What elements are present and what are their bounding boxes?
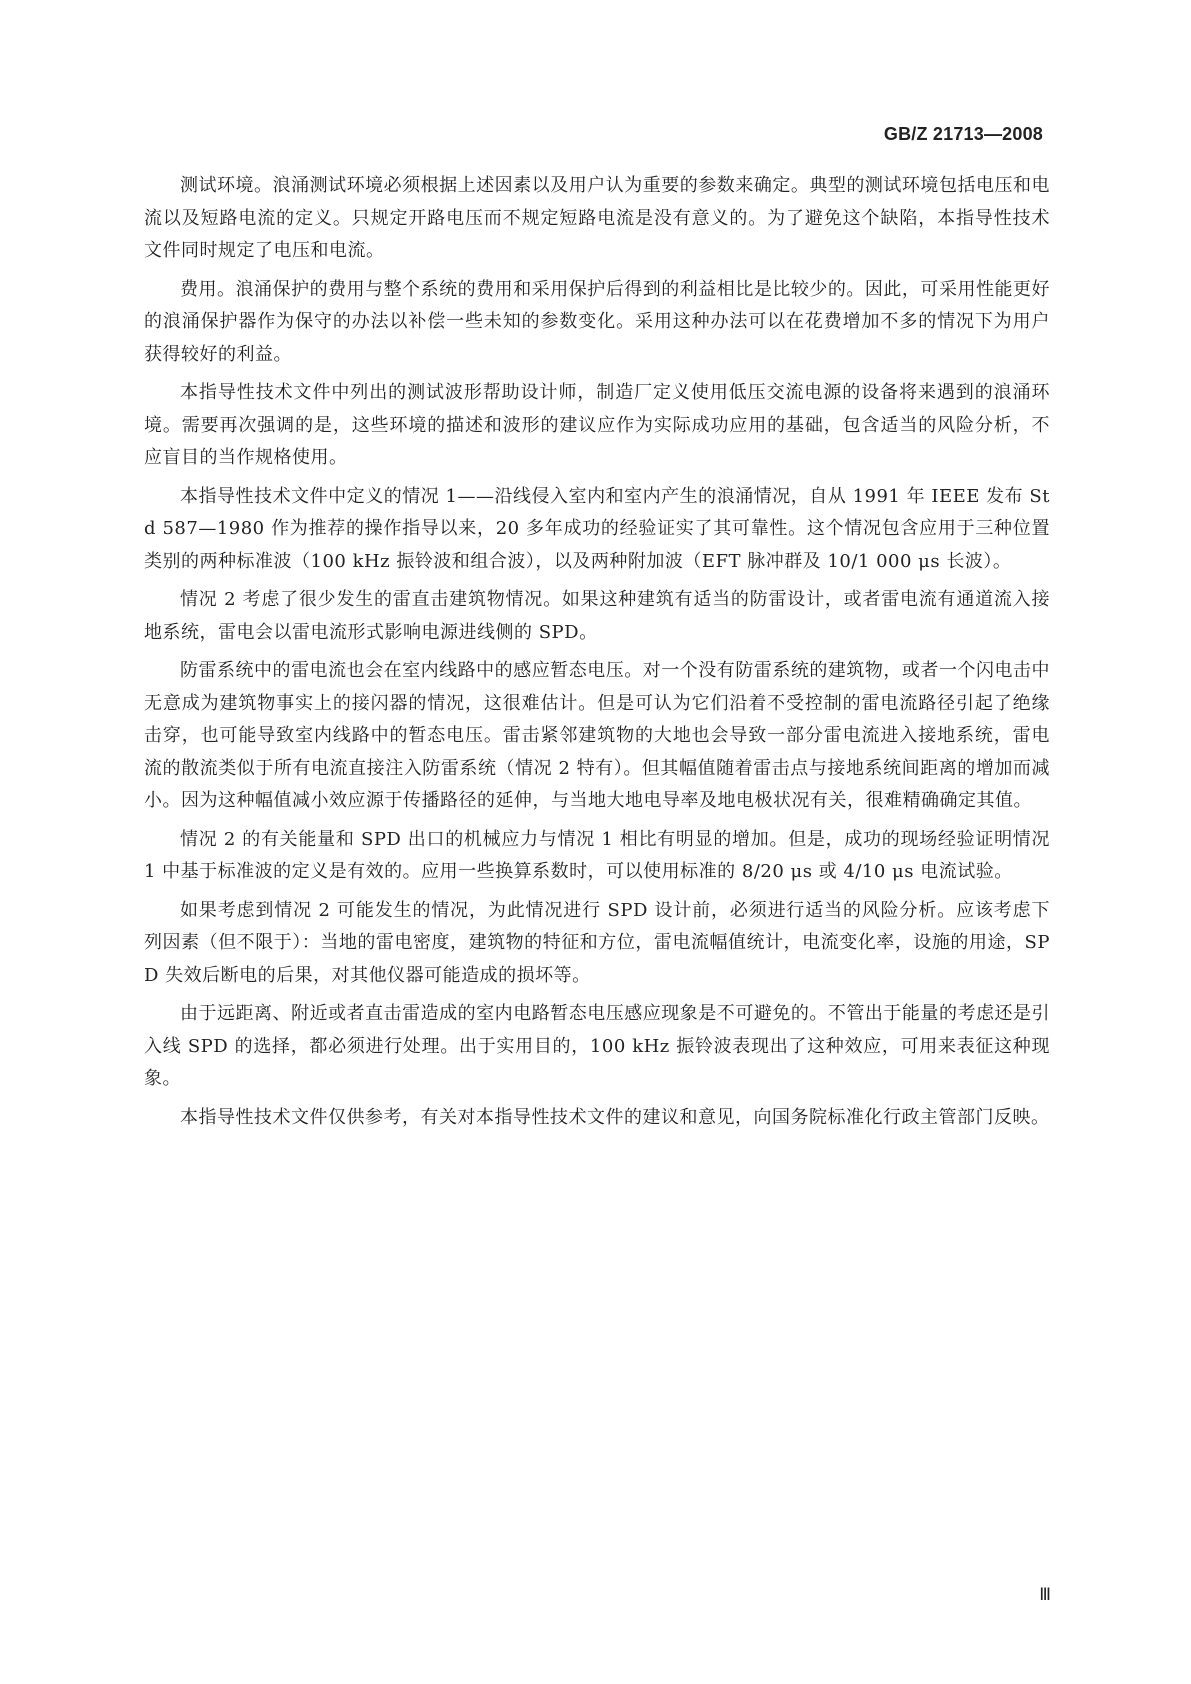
paragraph: 由于远距离、附近或者直击雷造成的室内电路暂态电压感应现象是不可避免的。不管出于能量的考虑还是引入线 SPD 的选择，都必须进行处理。出于实用目的，100 kHz 振铃波表现出了这种效应，可用来表征这种现象。 <box>144 1003 1050 1089</box>
paragraph: 情况 2 考虑了很少发生的雷直击建筑物情况。如果这种建筑有适当的防雷设计，或者雷电流有通道流入接地系统，雷电会以雷电流形式影响电源进线侧的 SPD。 <box>144 589 1050 643</box>
paragraph: 本指导性技术文件中定义的情况 1——沿线侵入室内和室内产生的浪涌情况，自从 1991 年 IEEE 发布 Std 587—1980 作为推荐的操作指导以来，20 多年成功的经验证实了其可靠性。这个情况包含应用于三种位置类别的两种标准波（100 kHz 振铃波和组合波），以及两种附加波（EFT 脉冲群及 10/1 000 μs 长波）。 <box>144 485 1050 572</box>
standard-number: GB/Z 21713—2008 <box>883 124 1043 144</box>
paragraph: 本指导性技术文件中列出的测试波形帮助设计师，制造厂定义使用低压交流电源的设备将来遇到的浪涌环境。需要再次强调的是，这些环境的描述和波形的建议应作为实际成功应用的基础，包含适当的风险分析，不应盲目的当作规格使用。 <box>144 382 1050 468</box>
paragraph: 防雷系统中的雷电流也会在室内线路中的感应暂态电压。对一个没有防雷系统的建筑物，或者一个闪电击中无意成为建筑物事实上的接闪器的情况，这很难估计。但是可认为它们沿着不受控制的雷电流路径引起了绝缘击穿，也可能导致室内线路中的暂态电压。雷击紧邻建筑物的大地也会导致一部分雷电流进入接地系统，雷电流的散流类似于所有电流直接注入防雷系统（情况 2 特有）。但其幅值随着雷击点与接地系统间距离的增加而减小。因为这种幅值减小效应源于传播路径的延伸，与当地大地电导率及地电极状况有关，很难精确确定其值。 <box>144 660 1050 811</box>
paragraph: 情况 2 的有关能量和 SPD 出口的机械应力与情况 1 相比有明显的增加。但是，成功的现场经验证明情况 1 中基于标准波的定义是有效的。应用一些换算系数时，可以使用标准的 8/20 μs 或 4/10 μs 电流试验。 <box>144 828 1050 882</box>
paragraph: 测试环境。浪涌测试环境必须根据上述因素以及用户认为重要的参数来确定。典型的测试环境包括电压和电流以及短路电流的定义。只规定开路电压而不规定短路电流是没有意义的。为了避免这个缺陷，本指导性技术文件同时规定了电压和电流。 <box>144 175 1050 261</box>
paragraph: 如果考虑到情况 2 可能发生的情况，为此情况进行 SPD 设计前，必须进行适当的风险分析。应该考虑下列因素（但不限于）：当地的雷电密度，建筑物的特征和方位，雷电流幅值统计，电流变化率，设施的用途，SPD 失效后断电的后果，对其他仪器可能造成的损坏等。 <box>144 899 1050 986</box>
page-number: Ⅲ <box>1039 1585 1051 1604</box>
paragraph: 费用。浪涌保护的费用与整个系统的费用和采用保护后得到的利益相比是比较少的。因此，可采用性能更好的浪涌保护器作为保守的办法以补偿一些未知的参数变化。采用这种办法可以在花费增加不多的情况下为用户获得较好的利益。 <box>144 278 1050 365</box>
paragraph: 本指导性技术文件仅供参考，有关对本指导性技术文件的建议和意见，向国务院标准化行政主管部门反映。 <box>180 1106 1050 1128</box>
body-text <box>144 170 1050 1140</box>
